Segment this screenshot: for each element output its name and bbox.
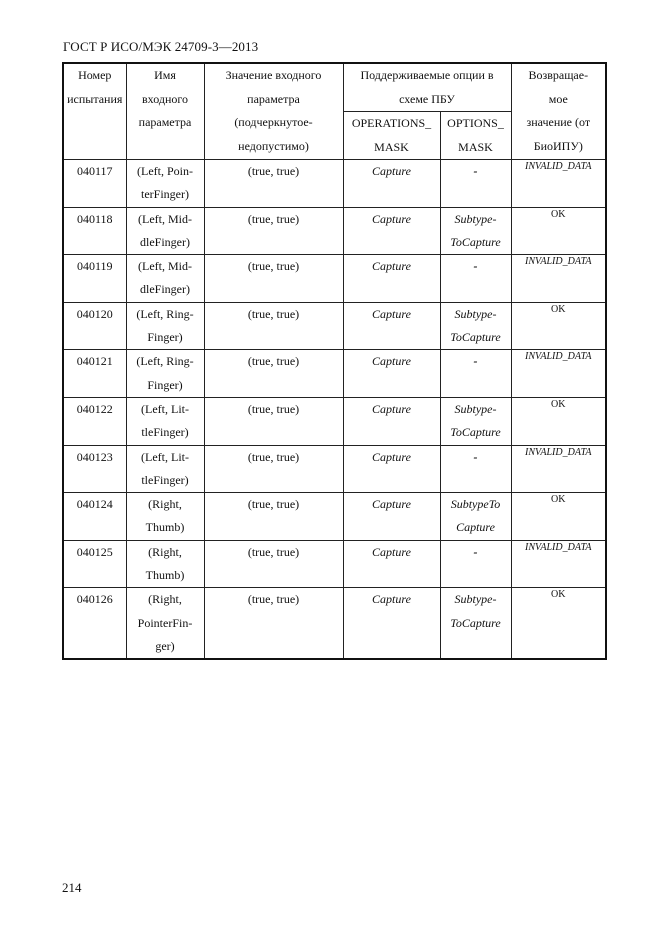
cell-options-mask: Subtype- ToCapture (440, 207, 511, 255)
table-row (63, 445, 606, 493)
table-row (63, 160, 606, 208)
cell-param-name: (Left, Ring- Finger) (126, 302, 204, 350)
cell-param-value: (true, true) (204, 588, 343, 659)
table-row (63, 540, 606, 588)
cell-param-name: (Left, Mid- dleFinger) (126, 255, 204, 303)
cell-param-value: (true, true) (204, 255, 343, 303)
table-row (63, 493, 606, 541)
cell-param-name: (Right, Thumb) (126, 540, 204, 588)
cell-param-value: (true, true) (204, 302, 343, 350)
cell-param-name: (Left, Mid- dleFinger) (126, 207, 204, 255)
table-row (63, 207, 606, 255)
cell-test-number: 040124 (63, 493, 126, 541)
cell-test-number: 040119 (63, 255, 126, 303)
table-row (63, 302, 606, 350)
cell-operations-mask: Capture (343, 493, 440, 541)
cell-param-name: (Right, PointerFin- ger) (126, 588, 204, 659)
cell-options-mask: Subtype- ToCapture (440, 302, 511, 350)
cell-param-name: (Left, Ring- Finger) (126, 350, 204, 398)
cell-param-value: (true, true) (204, 160, 343, 208)
cell-test-number: 040125 (63, 540, 126, 588)
cell-param-name: (Right, Thumb) (126, 493, 204, 541)
cell-return-value: INVALID_DATA (511, 350, 606, 398)
cell-test-number: 040118 (63, 207, 126, 255)
table-row (63, 350, 606, 398)
table-body (63, 160, 606, 660)
cell-param-name: (Left, Lit- tleFinger) (126, 445, 204, 493)
cell-operations-mask: Capture (343, 255, 440, 303)
cell-operations-mask: Capture (343, 540, 440, 588)
cell-options-mask: - (440, 350, 511, 398)
cell-param-value: (true, true) (204, 445, 343, 493)
table-row (63, 397, 606, 445)
cell-options-mask: - (440, 160, 511, 208)
col-header-test-number: Номер испытания (63, 63, 126, 160)
col-header-return-value: Возвращае- мое значение (от БиоИПУ) (511, 63, 606, 160)
cell-test-number: 040123 (63, 445, 126, 493)
cell-return-value: INVALID_DATA (511, 160, 606, 208)
cell-test-number: 040122 (63, 397, 126, 445)
cell-return-value: OK (511, 588, 606, 659)
cell-return-value: INVALID_DATA (511, 540, 606, 588)
document-header: ГОСТ Р ИСО/МЭК 24709-3—2013 (63, 39, 259, 54)
cell-param-value: (true, true) (204, 397, 343, 445)
test-table (62, 62, 607, 660)
cell-operations-mask: Capture (343, 588, 440, 659)
cell-operations-mask: Capture (343, 350, 440, 398)
table-row (63, 588, 606, 659)
cell-return-value: OK (511, 397, 606, 445)
cell-operations-mask: Capture (343, 397, 440, 445)
cell-test-number: 040126 (63, 588, 126, 659)
cell-test-number: 040120 (63, 302, 126, 350)
cell-operations-mask: Capture (343, 445, 440, 493)
col-header-options-mask: OPTIONS_ MASK (440, 112, 511, 160)
cell-return-value: INVALID_DATA (511, 445, 606, 493)
cell-param-value: (true, true) (204, 350, 343, 398)
col-header-param-name: Имя входного параметра (126, 63, 204, 160)
col-header-operations-mask: OPERATIONS_ MASK (343, 112, 440, 160)
col-header-param-value: Значение входного параметра (подчеркнутое- недопустимо) (204, 63, 343, 160)
cell-options-mask: - (440, 540, 511, 588)
cell-options-mask: Subtype- ToCapture (440, 397, 511, 445)
cell-operations-mask: Capture (343, 302, 440, 350)
col-header-supported-options: Поддерживаемые опции в схеме ПБУ (343, 63, 511, 112)
cell-param-value: (true, true) (204, 493, 343, 541)
cell-options-mask: - (440, 445, 511, 493)
cell-return-value: INVALID_DATA (511, 255, 606, 303)
cell-options-mask: - (440, 255, 511, 303)
table-row (63, 255, 606, 303)
cell-param-value: (true, true) (204, 207, 343, 255)
cell-param-name: (Left, Poin- terFinger) (126, 160, 204, 208)
cell-return-value: OK (511, 207, 606, 255)
cell-return-value: OK (511, 493, 606, 541)
cell-options-mask: SubtypeTo Capture (440, 493, 511, 541)
cell-options-mask: Subtype- ToCapture (440, 588, 511, 659)
page-number: 214 (62, 880, 82, 895)
cell-param-name: (Left, Lit- tleFinger) (126, 397, 204, 445)
cell-return-value: OK (511, 302, 606, 350)
cell-param-value: (true, true) (204, 540, 343, 588)
cell-operations-mask: Capture (343, 160, 440, 208)
cell-test-number: 040117 (63, 160, 126, 208)
cell-test-number: 040121 (63, 350, 126, 398)
cell-operations-mask: Capture (343, 207, 440, 255)
